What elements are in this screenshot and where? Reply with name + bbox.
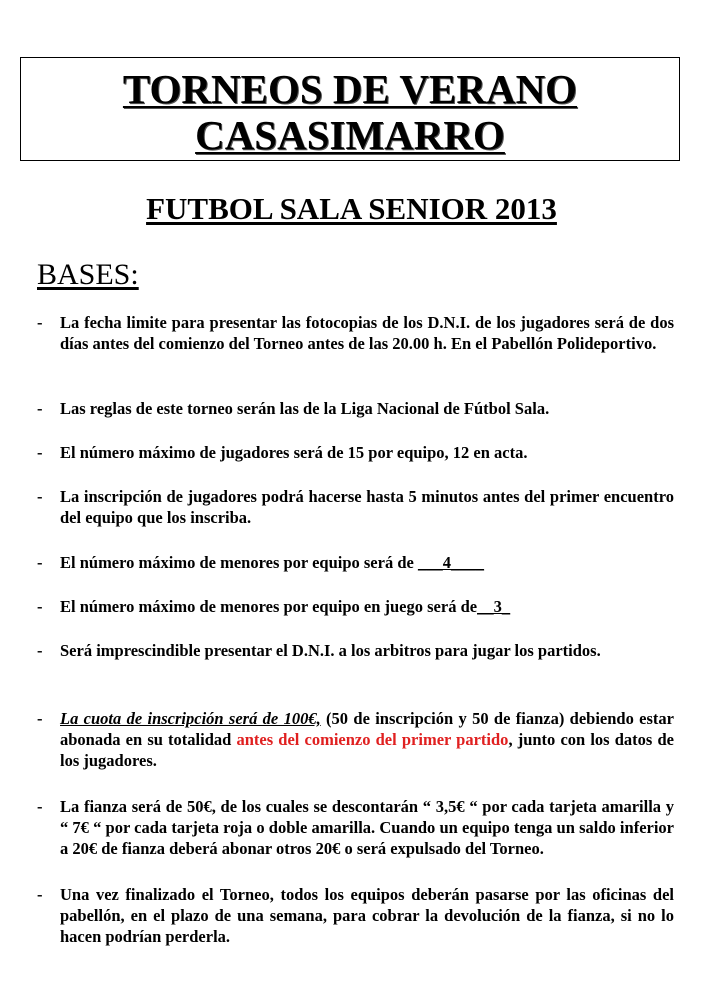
rule-text: [60, 708, 674, 771]
rule-item: [37, 312, 674, 354]
rule-text-part: (50 de inscripción y 50 de fianza) debiendo estar abonada en su totalidad: [60, 709, 674, 749]
title-line-1: TORNEOS DE VERANO: [122, 66, 578, 112]
rule-text: La fecha limite para presentar las fotocopias de los D.N.I. de los jugadores será de dos días antes del comienzo del Torneo antes de las 20.00 h. En el Pabellón Polideportivo.: [60, 313, 674, 353]
rule-item: [37, 640, 674, 661]
rule-item: [37, 796, 674, 859]
rule-item: [37, 442, 674, 463]
rule-item: [37, 486, 674, 528]
bullet-dash: -: [37, 709, 43, 728]
rule-text: Será imprescindible presentar el D.N.I. a los arbitros para jugar los partidos.: [60, 641, 601, 660]
subtitle: FUTBOL SALA SENIOR 2013: [146, 191, 557, 226]
bullet-dash: -: [37, 797, 43, 816]
bullet-dash: -: [37, 597, 43, 616]
bullet-dash: -: [37, 553, 43, 572]
max-minors-playing-value: __3_: [477, 597, 511, 616]
rule-text: [60, 552, 674, 573]
rule-item: [37, 596, 674, 617]
bullet-dash: -: [37, 313, 43, 332]
rule-item: [37, 884, 674, 947]
rule-text: [60, 596, 674, 617]
fee-amount-text: La cuota de inscripción será de 100€,: [60, 709, 321, 728]
bases-heading: BASES:: [37, 258, 139, 291]
rule-text-part: El número máximo de menores por equipo será de: [60, 553, 418, 572]
rule-text-part: El número máximo de menores por equipo en juego será de: [60, 597, 478, 616]
bullet-dash: -: [37, 399, 43, 418]
deadline-highlight: antes del comienzo del primer partido: [236, 730, 509, 749]
title-box: [20, 57, 680, 161]
rule-text: Una vez finalizado el Torneo, todos los equipos deberán pasarse por las oficinas del pabellón, en el plazo de una semana, para cobrar la devolución de la fianza, si no lo hacen podrían perderla.: [60, 885, 674, 946]
rule-text: Las reglas de este torneo serán las de la Liga Nacional de Fútbol Sala.: [60, 399, 550, 418]
rule-text-part: , junto con los datos de los jugadores.: [60, 730, 674, 770]
bullet-dash: -: [37, 885, 43, 904]
rule-text: La fianza será de 50€, de los cuales se descontarán “ 3,5€ “ por cada tarjeta amarilla y “ 7€ “ por cada tarjeta roja o doble amarilla. Cuando un equipo tenga un saldo inferior a 20€ de fianza deberá abonar otros 20€ o será expulsado del Torneo.: [60, 797, 674, 858]
rule-item: [37, 708, 674, 771]
max-minors-value: ___4____: [417, 553, 484, 572]
bullet-dash: -: [37, 443, 43, 462]
rule-text: El número máximo de jugadores será de 15 por equipo, 12 en acta.: [60, 443, 528, 462]
title-line-2: CASASIMARRO: [195, 112, 505, 158]
bullet-dash: -: [37, 487, 43, 506]
bullet-dash: -: [37, 641, 43, 660]
rule-item: [37, 398, 674, 419]
rule-text: La inscripción de jugadores podrá hacerse hasta 5 minutos antes del primer encuentro del equipo que los inscriba.: [60, 487, 674, 527]
rule-item: [37, 552, 674, 573]
